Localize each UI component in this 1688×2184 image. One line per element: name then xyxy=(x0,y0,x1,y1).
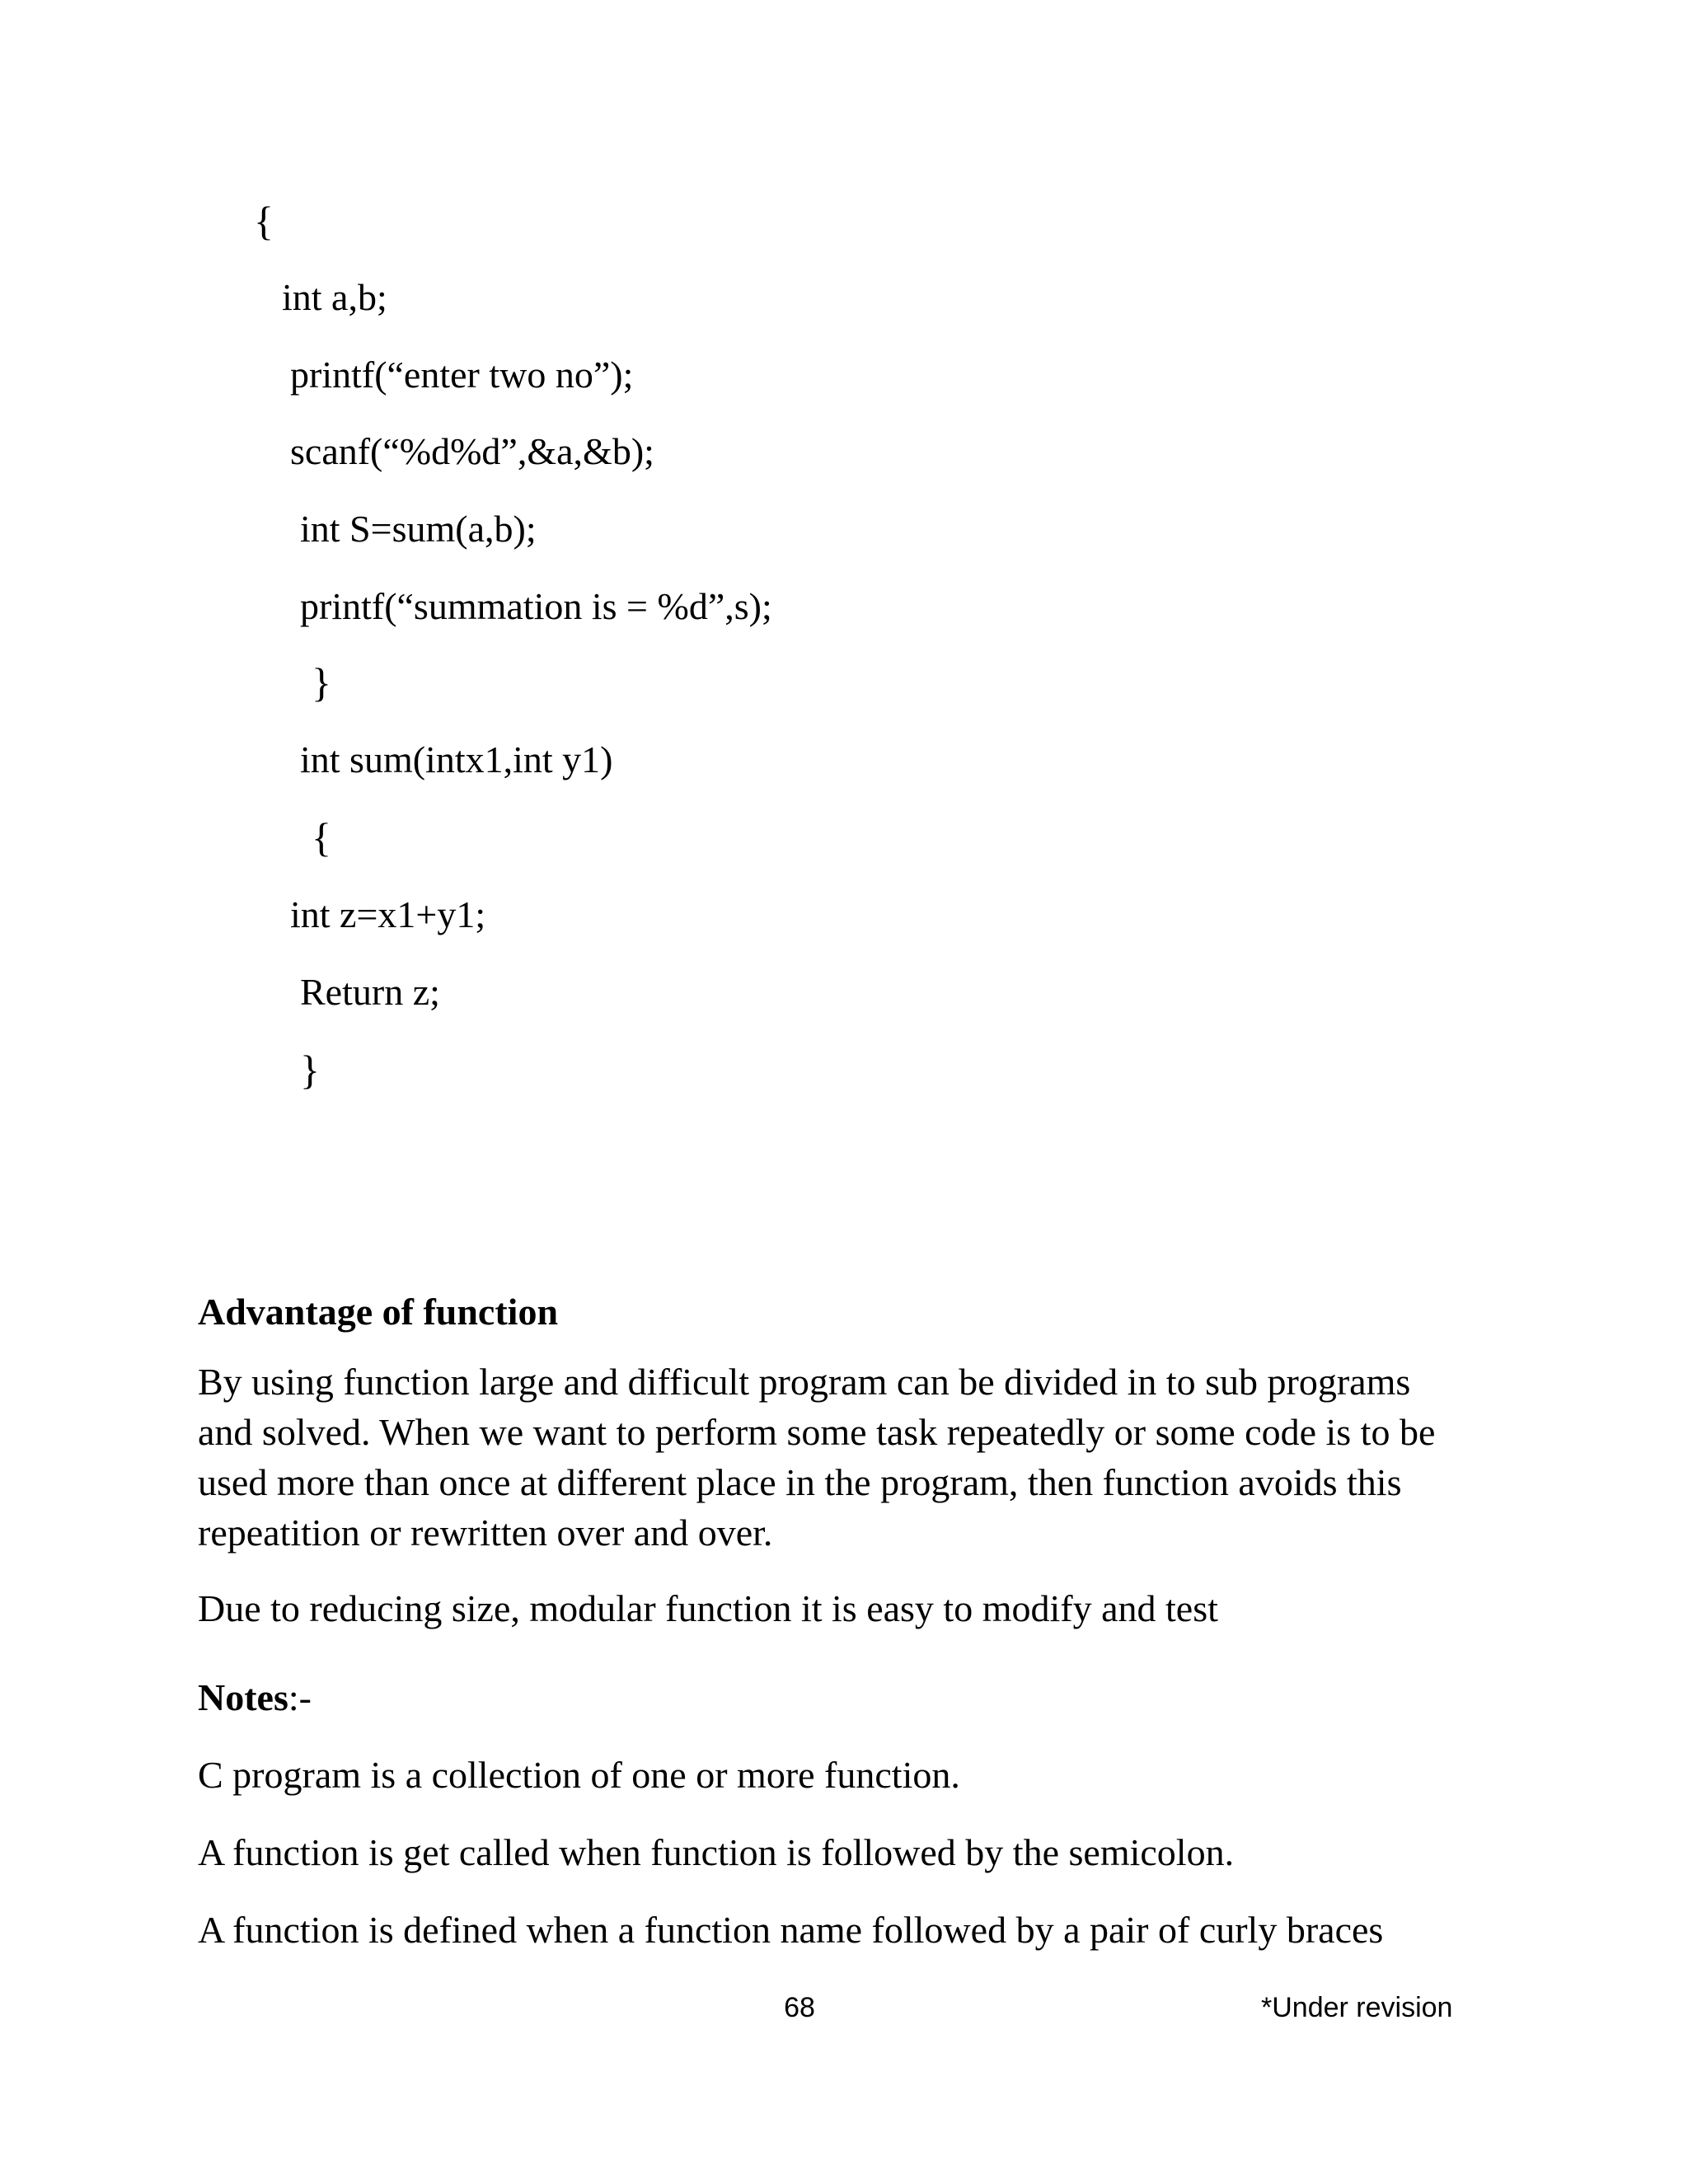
code-line-call: int S=sum(a,b); xyxy=(300,508,537,550)
note-line-2: A function is get called when function is followed by the semicolon. xyxy=(198,1831,1235,1873)
paragraph-modular: Due to reducing size, modular function it is easy to modify and test xyxy=(198,1587,1218,1629)
code-line-printf2: printf(“summation is = %d”,s); xyxy=(300,585,772,627)
code-line-decl: int a,b; xyxy=(282,276,387,318)
code-line-return: Return z; xyxy=(300,971,440,1013)
code-open-brace-main: { xyxy=(254,198,274,244)
page-number: 68 xyxy=(784,1992,815,2023)
code-line-printf1: printf(“enter two no”); xyxy=(290,354,634,396)
code-close-brace-main: } xyxy=(312,659,331,705)
code-close-brace-func: } xyxy=(300,1047,320,1093)
note-line-3: A function is defined when a function name followed by a pair of curly braces xyxy=(198,1909,1384,1951)
notes-label: Notes xyxy=(198,1676,288,1718)
notes-suffix: :- xyxy=(288,1676,312,1718)
revision-note: *Under revision xyxy=(1261,1992,1453,2023)
code-line-scanf: scanf(“%d%d”,&a,&b); xyxy=(290,430,654,472)
section-heading: Advantage of function xyxy=(198,1291,559,1333)
code-line-z: int z=x1+y1; xyxy=(290,893,486,935)
code-line-func-signature: int sum(intx1,int y1) xyxy=(300,738,613,780)
paragraph-advantage: By using function large and difficult program can be divided in to sub programs and solved. When we want to perform some task repeatedly or some code is to be used more than once at different place in the program, then function avoids this repeatition or rewritten over and over. xyxy=(198,1361,1436,1554)
notes-heading xyxy=(198,1673,312,1722)
note-line-1: C program is a collection of one or more function. xyxy=(198,1754,960,1796)
code-open-brace-func: { xyxy=(312,814,331,860)
